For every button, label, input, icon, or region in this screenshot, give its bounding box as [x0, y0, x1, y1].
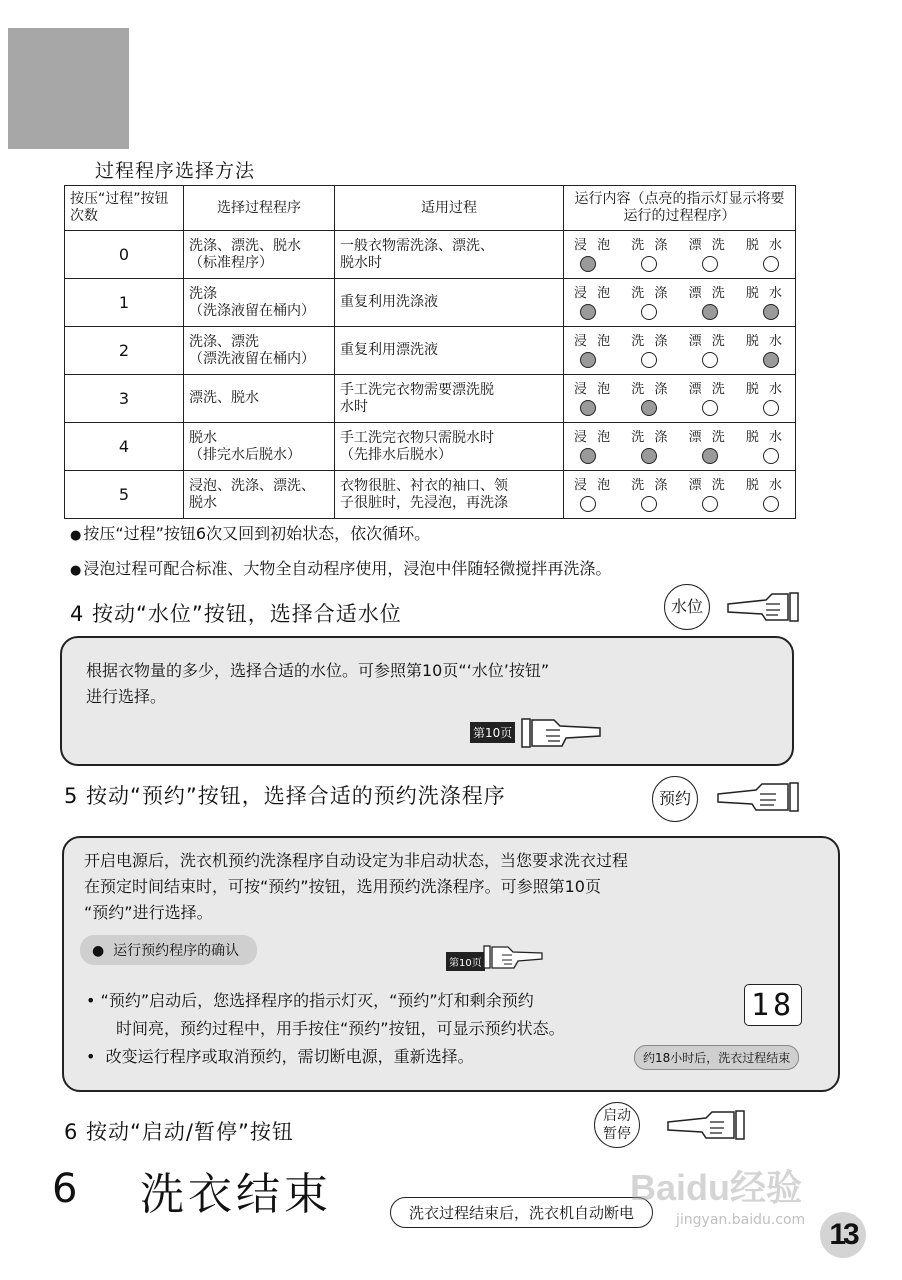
indicator-lights [570, 254, 789, 272]
header-count: 按压“过程”按钮次数 [65, 186, 184, 231]
indicator-light-off [702, 496, 718, 512]
table-row [65, 279, 796, 327]
section6-note: 洗衣过程结束后，洗衣机自动断电 [390, 1197, 653, 1228]
page-ref-tag: 第10页 [470, 722, 515, 743]
indicator-label: 浸 泡 [574, 382, 614, 397]
indicator-labels [570, 237, 789, 254]
indicator-label: 浸 泡 [574, 286, 614, 301]
indicator-light-off [702, 352, 718, 368]
step5-bullet-2 [86, 1044, 474, 1069]
start-label: 启动 [603, 1108, 631, 1124]
note-2-text: 浸泡过程可配合标准、大物全自动程序使用，浸泡中伴随轻微搅拌再洗涤。 [83, 559, 612, 578]
program-cell [184, 327, 335, 375]
indicator-light-off [641, 352, 657, 368]
indicator-label: 浸 泡 [574, 238, 614, 253]
indicator-labels [570, 285, 789, 302]
usage-cell [335, 423, 564, 471]
indicator-light-on [580, 400, 596, 416]
indicator-light-off [641, 496, 657, 512]
section-title: 过程程序选择方法 [95, 160, 256, 182]
indicator-labels [570, 429, 789, 446]
usage-line: 手工洗完衣物只需脱水时 [340, 429, 494, 446]
indicator-light-off [580, 496, 596, 512]
indicator-light-on [641, 448, 657, 464]
indicator-labels [570, 333, 789, 350]
watermark-url: jingyan.baidu.com [676, 1212, 806, 1228]
program-cell [184, 279, 335, 327]
header-usage: 适用过程 [335, 186, 564, 231]
program-line: 洗涤、漂洗、脱水 [189, 237, 301, 254]
press-count: 0 [65, 231, 184, 279]
confirm-label-text: 运行预约程序的确认 [113, 943, 240, 959]
bullet-icon: ● [70, 563, 82, 578]
indicator-light-on [763, 304, 779, 320]
indicator-light-on [702, 304, 718, 320]
indicator-light-off [763, 448, 779, 464]
step5-title: 5 按动“预约”按钮，选择合适的预约洗涤程序 [64, 784, 506, 808]
indicator-label: 脱 水 [745, 286, 785, 301]
indicator-light-off [702, 400, 718, 416]
indicator-labels [570, 381, 789, 398]
indicator-light-off [763, 400, 779, 416]
program-line: （漂洗液留在桶内） [189, 350, 315, 367]
indicator-cell [564, 327, 796, 375]
start-pause-button[interactable] [594, 1102, 640, 1148]
indicator-label: 脱 水 [745, 430, 785, 445]
step5-text-3: “预约”进行选择。 [84, 903, 213, 922]
usage-line: 水时 [340, 398, 368, 415]
indicator-light-off [641, 304, 657, 320]
indicator-labels [570, 477, 789, 494]
indicator-lights [570, 302, 789, 320]
indicator-label: 漂 洗 [688, 478, 728, 493]
indicator-light-on [580, 256, 596, 272]
indicator-label: 脱 水 [745, 334, 785, 349]
usage-line: 重复利用漂洗液 [340, 342, 438, 358]
indicator-light-off [641, 256, 657, 272]
program-cell [184, 471, 335, 519]
program-line: 洗涤 [189, 285, 217, 302]
display-caption: 约18小时后，洗衣过程结束 [634, 1045, 799, 1070]
step4-text-2: 进行选择。 [86, 687, 167, 706]
header-program: 选择过程程序 [184, 186, 335, 231]
pointing-hand-icon [520, 716, 604, 750]
bullet-icon: ● [92, 943, 114, 959]
table-row [65, 327, 796, 375]
program-line: （排完水后脱水） [189, 446, 301, 463]
indicator-light-on [702, 448, 718, 464]
usage-line: 子很脏时，先浸泡，再洗涤 [340, 494, 508, 511]
step6-title: 6 按动“启动/暂停”按钮 [64, 1120, 294, 1144]
program-cell [184, 231, 335, 279]
step5-bullet-1 [86, 988, 534, 1013]
section6-title: 洗衣结束 [140, 1169, 332, 1220]
pause-label: 暂停 [603, 1126, 631, 1142]
step4-title: 4 按动“水位”按钮，选择合适水位 [70, 602, 402, 626]
indicator-label: 漂 洗 [688, 238, 728, 253]
press-count: 4 [65, 423, 184, 471]
indicator-lights [570, 350, 789, 368]
note-1-text: 按压“过程”按钮6次又回到初始状态，依次循环。 [83, 524, 431, 543]
indicator-label: 洗 涤 [631, 478, 671, 493]
page-ref-tag: 第10页 [446, 952, 485, 971]
indicator-light-on [641, 400, 657, 416]
indicator-cell [564, 423, 796, 471]
usage-cell [335, 327, 564, 375]
header-indicators: 运行内容（点亮的指示灯显示将要运行的过程程序） [564, 186, 796, 231]
indicator-light-off [763, 256, 779, 272]
indicator-lights [570, 494, 789, 512]
page-number: 13 [820, 1212, 866, 1258]
table-row [65, 423, 796, 471]
step5-text-1: 开启电源后，洗衣机预约洗涤程序自动设定为非启动状态，当您要求洗衣过程 [84, 851, 629, 870]
note-1 [70, 521, 430, 544]
indicator-lights [570, 398, 789, 416]
indicator-label: 洗 涤 [631, 238, 671, 253]
bullet2-text: 改变运行程序或取消预约，需切断电源，重新选择。 [105, 1047, 474, 1066]
indicator-label: 洗 涤 [631, 382, 671, 397]
indicator-lights [570, 446, 789, 464]
indicator-label: 洗 涤 [631, 430, 671, 445]
water-level-button[interactable]: 水位 [664, 584, 710, 630]
usage-cell [335, 471, 564, 519]
program-line: 漂洗、脱水 [189, 390, 259, 406]
usage-line: （先排水后脱水） [340, 446, 452, 463]
usage-line: 重复利用洗涤液 [340, 294, 438, 310]
indicator-label: 脱 水 [745, 478, 785, 493]
indicator-cell [564, 279, 796, 327]
table-row [65, 471, 796, 519]
pointing-hand-icon [726, 590, 800, 624]
usage-cell [335, 375, 564, 423]
indicator-label: 漂 洗 [688, 382, 728, 397]
press-count: 3 [65, 375, 184, 423]
indicator-light-on [580, 352, 596, 368]
indicator-label: 浸 泡 [574, 334, 614, 349]
pointing-hand-icon [716, 780, 800, 814]
indicator-label: 脱 水 [745, 238, 785, 253]
indicator-cell [564, 471, 796, 519]
step4-text-1: 根据衣物量的多少，选择合适的水位。可参照第10页“‘水位’按钮” [86, 661, 550, 680]
program-cell [184, 375, 335, 423]
step5-box [62, 836, 840, 1092]
watermark-logo: Baidu经验 [630, 1167, 803, 1208]
reservation-button[interactable]: 预约 [652, 776, 698, 822]
indicator-label: 浸 泡 [574, 478, 614, 493]
indicator-label: 脱 水 [745, 382, 785, 397]
program-line: 浸泡、洗涤、漂洗、 [189, 477, 315, 494]
bullet-icon: • [86, 1047, 106, 1066]
step5-bullet-1-line2: 时间亮，预约过程中，用手按住“预约”按钮，可显示预约状态。 [116, 1019, 565, 1038]
program-cell [184, 423, 335, 471]
table-header-row [65, 186, 796, 231]
usage-line: 一般衣物需洗涤、漂洗、 [340, 237, 494, 254]
indicator-cell [564, 231, 796, 279]
program-line: 脱水 [189, 429, 217, 446]
step5-text-2: 在预定时间结束时，可按“预约”按钮，选用预约洗涤程序。可参照第10页 [84, 877, 601, 896]
bullet-icon: • [86, 991, 101, 1010]
program-line: 脱水 [189, 494, 217, 511]
program-table [64, 185, 796, 519]
program-line: （洗涤液留在桶内） [189, 302, 315, 319]
bullet1-line1: “预约”启动后，您选择程序的指示灯灭，“预约”灯和剩余预约 [100, 991, 534, 1010]
usage-line: 手工洗完衣物需要漂洗脱 [340, 381, 494, 398]
indicator-label: 洗 涤 [631, 334, 671, 349]
section6-number: 6 [52, 1166, 78, 1212]
press-count: 5 [65, 471, 184, 519]
indicator-light-off [702, 256, 718, 272]
confirm-label [80, 935, 257, 965]
header-grey-block [8, 28, 129, 149]
reservation-time-display: 18 [744, 984, 802, 1026]
indicator-light-on [580, 448, 596, 464]
usage-line: 衣物很脏、衬衣的袖口、领 [340, 477, 508, 494]
indicator-label: 浸 泡 [574, 430, 614, 445]
pointing-hand-icon [666, 1108, 746, 1142]
indicator-label: 漂 洗 [688, 334, 728, 349]
bullet-icon: ● [70, 528, 82, 543]
indicator-cell [564, 375, 796, 423]
usage-cell [335, 279, 564, 327]
indicator-light-off [763, 496, 779, 512]
program-line: （标准程序） [189, 254, 273, 271]
table-row [65, 231, 796, 279]
pointing-hand-icon [482, 944, 546, 972]
indicator-label: 漂 洗 [688, 430, 728, 445]
program-line: 洗涤、漂洗 [189, 333, 259, 350]
note-2 [70, 556, 611, 579]
step4-box [60, 636, 794, 766]
press-count: 2 [65, 327, 184, 375]
usage-line: 脱水时 [340, 254, 382, 271]
usage-cell [335, 231, 564, 279]
table-row [65, 375, 796, 423]
indicator-light-on [580, 304, 596, 320]
press-count: 1 [65, 279, 184, 327]
indicator-label: 漂 洗 [688, 286, 728, 301]
indicator-light-on [763, 352, 779, 368]
indicator-label: 洗 涤 [631, 286, 671, 301]
